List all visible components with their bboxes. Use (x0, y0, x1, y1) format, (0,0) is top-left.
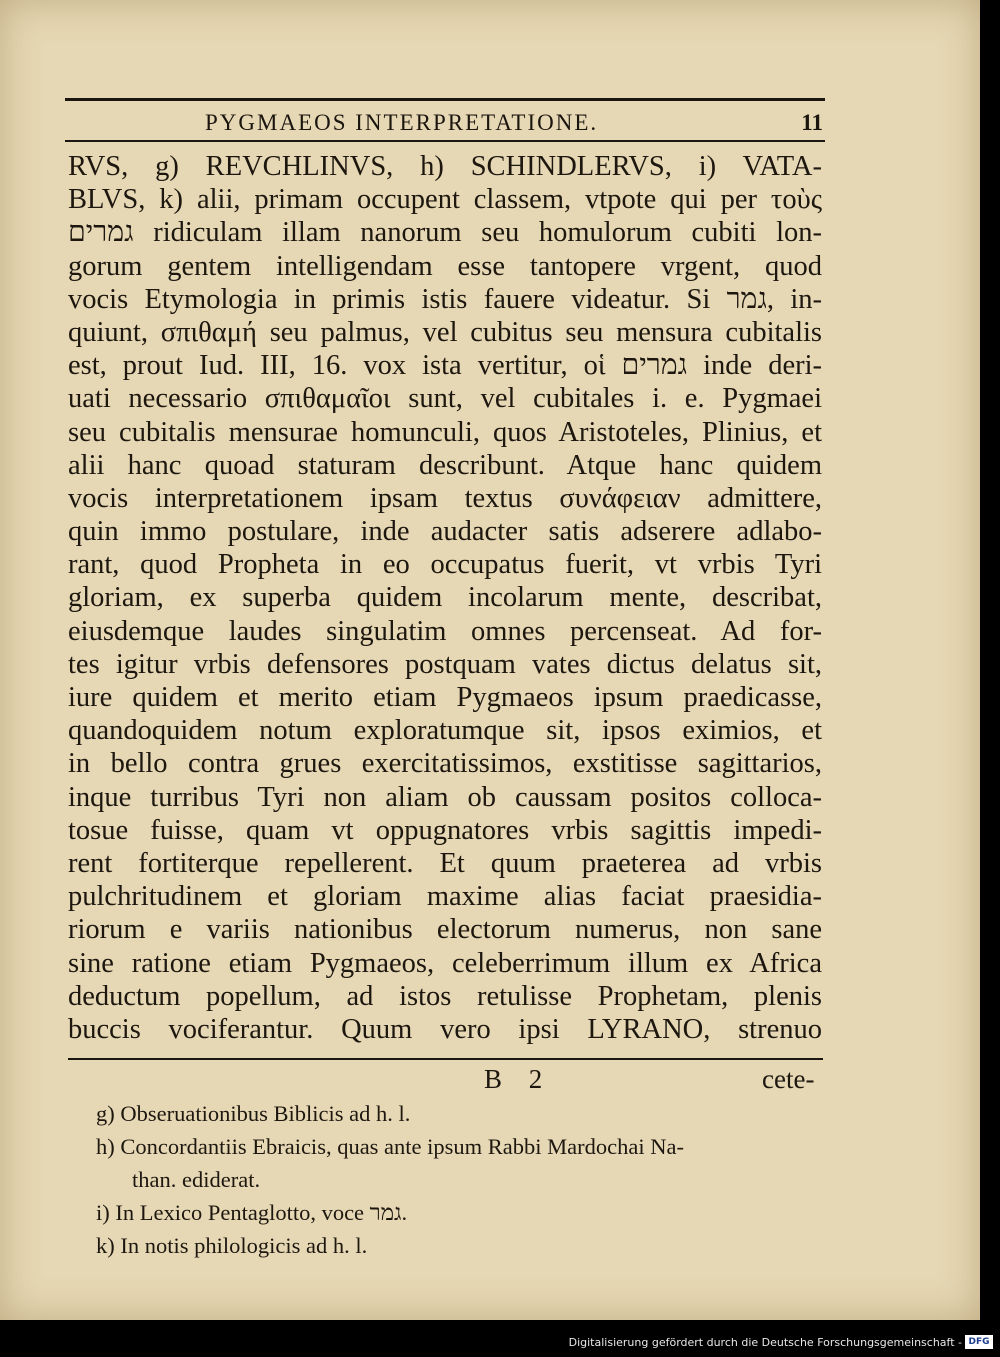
body-line: in bello contra grues exercitatissimos, exstitisse sagittarios, (68, 748, 822, 780)
footnote-rule (68, 1058, 823, 1060)
footnote-k: k) In notis philologicis ad h. l. (96, 1233, 368, 1258)
body-line: eiusdemque laudes singulatim omnes percenseat. Ad for- (68, 615, 822, 647)
body-line: alii hanc quoad staturam describunt. Atque hanc quidem (68, 449, 822, 481)
dfg-logo: DFG (965, 1335, 993, 1349)
catchword: cete- (762, 1064, 815, 1094)
body-line: BLVS, k) alii, primam occupent classem, vtpote qui per τοὺς (68, 184, 822, 216)
footnote-i: i) In Lexico Pentaglotto, voce גמר. (96, 1200, 408, 1225)
body-line: rent fortiterque repellerent. Et quum praeterea ad vrbis (68, 847, 822, 879)
body-line: tes igitur vrbis defensores postquam vates dictus delatus sit, (68, 648, 822, 680)
digitization-credit: Digitalisierung gefördert durch die Deutsche Forschungsgemeinschaft - (568, 1336, 962, 1349)
header-rule (65, 140, 825, 142)
signature-mark: B 2 (484, 1064, 553, 1094)
page-number: 11 (801, 110, 823, 135)
body-line: pulchritudinem et gloriam maxime alias faciat praesidia- (68, 881, 822, 913)
top-rule (65, 98, 825, 101)
footnotes (96, 1097, 826, 1262)
body-line: RVS, g) REVCHLINVS, h) SCHINDLERVS, i) VATA- (68, 151, 822, 182)
body-line: vocis Etymologia in primis istis fauere videatur. Si גמר, in- (68, 283, 822, 315)
body-line: גמרים ridiculam illam nanorum seu homulorum cubiti lon- (68, 217, 822, 249)
body-line: vocis interpretationem ipsam textus συνάφειαν admittere, (68, 482, 822, 514)
body-line: uati necessario σπιθαμαῖοι sunt, vel cubitales i. e. Pygmaei (68, 383, 822, 415)
body-text (68, 150, 822, 1046)
body-line: inque turribus Tyri non aliam ob caussam positos colloca- (68, 781, 822, 813)
body-line: buccis vociferantur. Quum vero ipsi LYRANO, strenuo (68, 1013, 822, 1045)
footnote-h: h) Concordantiis Ebraicis, quas ante ipsum Rabbi Mardochai Na- (96, 1134, 684, 1159)
footnote-g: g) Obseruationibus Biblicis ad h. l. (96, 1101, 411, 1126)
running-head (205, 110, 825, 134)
running-title: PYGMAEOS INTERPRETATIONE. (205, 110, 599, 135)
body-line: est, prout Iud. III, 16. vox ista vertitur, οἱ גמרים inde deri- (68, 350, 822, 382)
body-line: tosue fuisse, quam vt oppugnatores vrbis sagittis impedi- (68, 814, 822, 846)
body-line: quandoquidem notum exploratumque sit, ipsos eximios, et (68, 715, 822, 747)
body-line: gloriam, ex superba quidem incolarum mente, describat, (68, 582, 822, 614)
body-line: rant, quod Propheta in eo occupatus fuerit, vt vrbis Tyri (68, 549, 822, 581)
body-line: iure quidem et merito etiam Pygmaeos ipsum praedicasse, (68, 682, 822, 713)
footnote-h-continued: than. ediderat. (132, 1167, 261, 1192)
body-line: sine ratione etiam Pygmaeos, celeberrimum illum ex Africa (68, 947, 822, 979)
body-line: quiunt, σπιθαμή seu palmus, vel cubitus seu mensura cubitalis (68, 316, 822, 348)
body-line: quin immo postulare, inde audacter satis adserere adlabo- (68, 516, 822, 548)
body-line: deductum popellum, ad istos retulisse Prophetam, plenis (68, 980, 822, 1012)
body-line: seu cubitalis mensurae homunculi, quos Aristoteles, Plinius, et (68, 416, 822, 448)
body-line: riorum e variis nationibus electorum numerus, non sane (68, 914, 822, 946)
body-line: gorum gentem intelligendam esse tantopere vrgent, quod (68, 250, 822, 282)
